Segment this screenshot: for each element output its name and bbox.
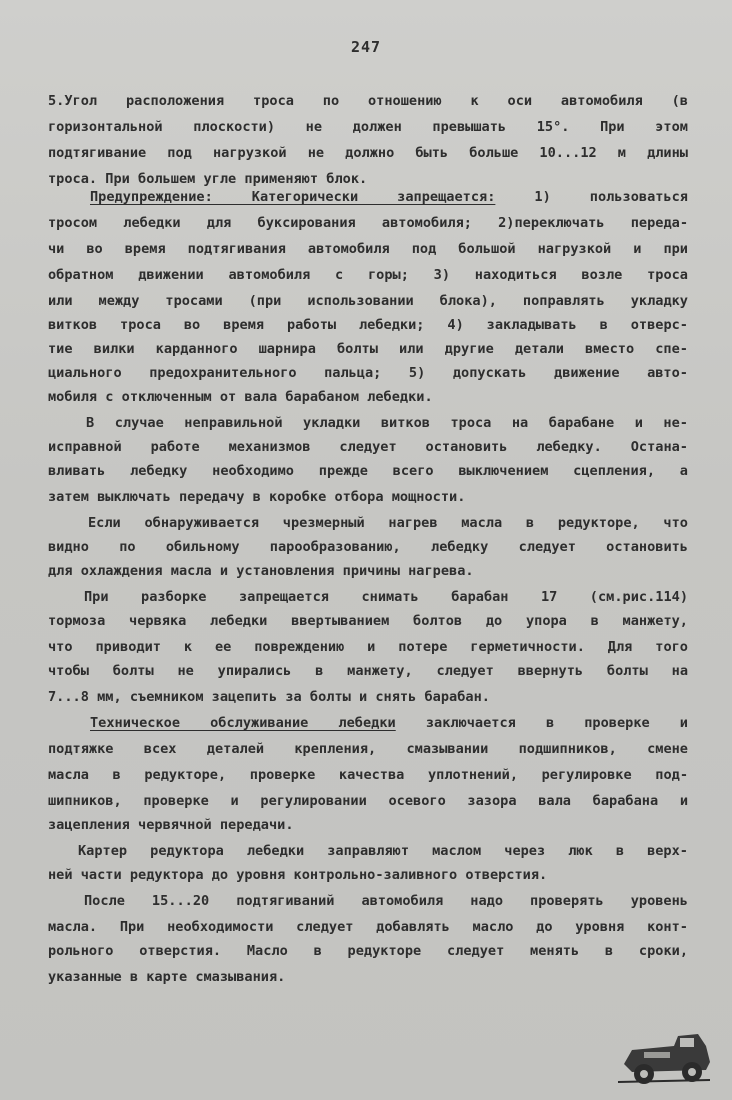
line-text: тросом лебедки для буксирования автомобиля; 2)переключать переда- [48, 215, 688, 231]
line-text: указанные в карте смазывания. [48, 969, 286, 985]
line-text: подтяжке всех деталей крепления, смазывании подшипников, смене [48, 741, 688, 757]
line-text: циального предохранительного пальца; 5) допускать движение авто- [48, 365, 688, 381]
line-text: В случае неправильной укладки витков троса на барабане и не- [86, 415, 688, 431]
text-line [48, 340, 688, 358]
text-line [48, 292, 688, 310]
line-text: чтобы болты не упирались в манжету, следует ввернуть болты на [48, 663, 688, 679]
text-line [84, 892, 688, 910]
line-text: Картер редуктора лебедки заправляют маслом через люк в верх- [78, 843, 688, 859]
text-line [48, 866, 688, 884]
page-number: 247 [350, 38, 382, 56]
text-line [48, 316, 688, 334]
text-line [86, 414, 688, 432]
text-line [78, 842, 688, 860]
line-text: шипников, проверке и регулировании осевого зазора вала барабана и [48, 793, 688, 809]
line-text: исправной работе механизмов следует остановить лебедку. Остана- [48, 439, 688, 455]
text-line [48, 240, 688, 258]
line-text: затем выключать передачу в коробке отбора мощности. [48, 489, 466, 505]
truck-logo-icon [614, 1026, 714, 1092]
line-text: 5.Угол расположения троса по отношению к оси автомобиля (в [48, 93, 688, 109]
line-text: масла. При необходимости следует добавлять масло до уровня конт- [48, 919, 688, 935]
text-line [48, 462, 688, 480]
text-line [48, 92, 688, 110]
text-line [48, 612, 688, 630]
line-text: При разборке запрещается снимать барабан 17 (см.рис.114) [84, 589, 688, 605]
text-line [48, 638, 688, 656]
line-text: видно по обильному парообразованию, лебедку следует остановить [48, 539, 688, 555]
text-line [48, 266, 688, 284]
line-text: тормоза червяка лебедки ввертыванием болтов до упора в манжету, [48, 613, 688, 629]
text-line [90, 714, 688, 732]
text-line [84, 588, 688, 606]
line-text: или между тросами (при использовании блока), поправлять укладку [48, 293, 688, 309]
line-text: тие вилки карданного шарнира болты или другие детали вместо спе- [48, 341, 688, 357]
line-text: ней части редуктора до уровня контрольно-заливного отверстия. [48, 867, 548, 883]
text-line [48, 918, 688, 936]
text-line [48, 144, 688, 162]
line-text: что приводит к ее повреждению и потере герметичности. Для того [48, 639, 688, 655]
line-text: мобиля с отключенным от вала барабаном лебедки. [48, 389, 433, 405]
text-line [48, 214, 688, 232]
line-text: вливать лебедку необходимо прежде всего выключением сцепления, а [48, 463, 688, 479]
line-text: рольного отверстия. Масло в редукторе следует менять в сроки, [48, 943, 688, 959]
text-line [48, 170, 688, 188]
line-text: 7...8 мм, съемником зацепить за болты и снять барабан. [48, 689, 490, 705]
text-line [48, 364, 688, 382]
text-line [48, 662, 688, 680]
line-text: обратном движении автомобиля с горы; 3) находиться возле троса [48, 267, 688, 283]
line-text: 1) пользоваться [495, 189, 688, 205]
line-text: Если обнаруживается чрезмерный нагрев масла в редукторе, что [88, 515, 688, 531]
text-line [48, 968, 688, 986]
underlined-heading: Предупреждение: Категорически запрещается: [90, 189, 496, 205]
line-text: горизонтальной плоскости) не должен превышать 15°. При этом [48, 119, 688, 135]
text-line [88, 514, 688, 532]
line-text: чи во время подтягивания автомобиля под большой нагрузкой и при [48, 241, 688, 257]
text-line [48, 942, 688, 960]
line-text: масла в редукторе, проверке качества уплотнений, регулировке под- [48, 767, 688, 783]
text-line [48, 562, 688, 580]
text-line [48, 118, 688, 136]
text-line [48, 438, 688, 456]
text-line [90, 188, 688, 206]
line-text: После 15...20 подтягиваний автомобиля надо проверять уровень [84, 893, 688, 909]
line-text: заключается в проверке и [395, 715, 688, 731]
underlined-heading: Техническое обслуживание лебедки [90, 715, 396, 731]
text-line [48, 740, 688, 758]
line-text: витков троса во время работы лебедки; 4) закладывать в отверс- [48, 317, 688, 333]
line-text: зацепления червячной передачи. [48, 817, 294, 833]
text-line [48, 538, 688, 556]
text-line [48, 688, 688, 706]
text-line [48, 488, 688, 506]
text-line [48, 792, 688, 810]
text-line [48, 816, 688, 834]
line-text: подтягивание под нагрузкой не должно быть больше 10...12 м длины [48, 145, 688, 161]
line-text: троса. При большем угле применяют блок. [48, 171, 368, 187]
line-text: для охлаждения масла и установления причины нагрева. [48, 563, 474, 579]
text-line [48, 766, 688, 784]
text-line [48, 388, 688, 406]
